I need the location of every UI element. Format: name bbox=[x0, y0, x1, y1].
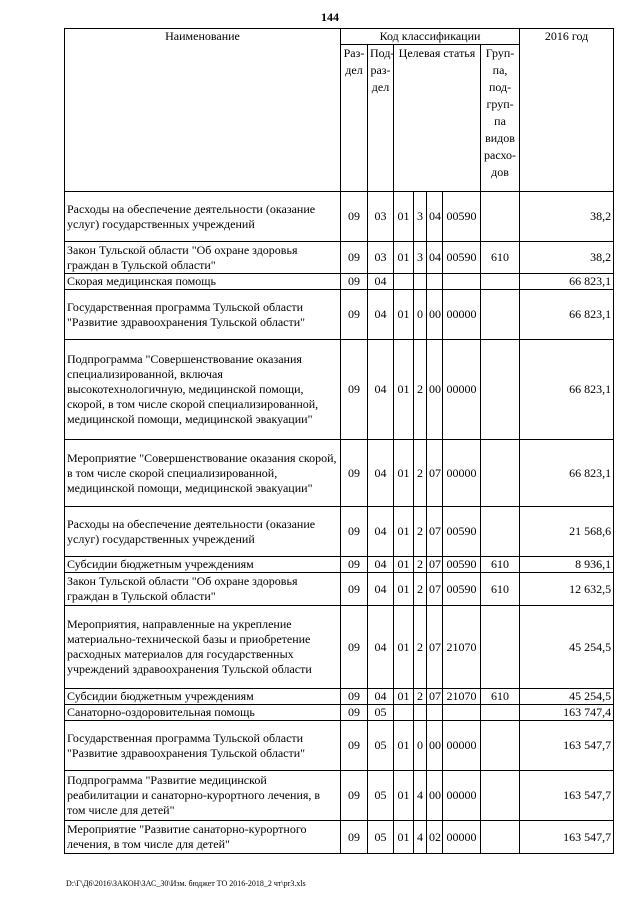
row-target-direction: 00000 bbox=[443, 721, 481, 771]
table-row bbox=[65, 440, 614, 507]
row-target-program: 01 bbox=[394, 771, 414, 821]
row-amount-2016: 38,2 bbox=[520, 192, 614, 242]
row-target-subprogram: 2 bbox=[414, 606, 427, 689]
row-target-subprogram: 2 bbox=[414, 340, 427, 440]
budget-table bbox=[64, 28, 614, 854]
row-amount-2016: 66 823,1 bbox=[520, 274, 614, 290]
table-row bbox=[65, 340, 614, 440]
row-target-subprogram: 3 bbox=[414, 192, 427, 242]
row-target-event: 00 bbox=[427, 340, 443, 440]
header-podrazdel: Под- раз- дел bbox=[368, 45, 394, 192]
row-podrazdel: 04 bbox=[368, 274, 394, 290]
row-target-program: 01 bbox=[394, 507, 414, 557]
row-name: Подпрограмма "Развитие медицинской реабилитации и санаторно-курортного лечения, в том числе для детей" bbox=[65, 771, 341, 821]
row-expense-group bbox=[481, 507, 520, 557]
row-razdel: 09 bbox=[341, 689, 368, 705]
row-razdel: 09 bbox=[341, 771, 368, 821]
header-razdel: Раз- дел bbox=[341, 45, 368, 192]
row-name: Субсидии бюджетным учреждениям bbox=[65, 557, 341, 573]
row-target-direction: 00000 bbox=[443, 821, 481, 854]
row-target-direction: 00590 bbox=[443, 573, 481, 606]
row-target-event: 07 bbox=[427, 507, 443, 557]
header-year: 2016 год bbox=[520, 29, 614, 192]
row-target-program: 01 bbox=[394, 573, 414, 606]
row-target-direction: 00000 bbox=[443, 440, 481, 507]
row-target-event: 00 bbox=[427, 721, 443, 771]
row-name: Санаторно-оздоровительная помощь bbox=[65, 705, 341, 721]
row-target-subprogram: 3 bbox=[414, 242, 427, 274]
header-expense-group: Груп- па, под- груп- па видов расхо- дов bbox=[481, 45, 520, 192]
row-amount-2016: 66 823,1 bbox=[520, 440, 614, 507]
row-target-event: 07 bbox=[427, 440, 443, 507]
table-row bbox=[65, 290, 614, 340]
row-razdel: 09 bbox=[341, 274, 368, 290]
row-target-program: 01 bbox=[394, 242, 414, 274]
row-amount-2016: 163 547,7 bbox=[520, 771, 614, 821]
row-name: Скорая медицинская помощь bbox=[65, 274, 341, 290]
row-target-event bbox=[427, 705, 443, 721]
row-amount-2016: 163 547,7 bbox=[520, 721, 614, 771]
row-amount-2016: 66 823,1 bbox=[520, 340, 614, 440]
row-target-direction bbox=[443, 274, 481, 290]
row-razdel: 09 bbox=[341, 340, 368, 440]
row-razdel: 09 bbox=[341, 440, 368, 507]
row-podrazdel: 04 bbox=[368, 557, 394, 573]
table-row bbox=[65, 557, 614, 573]
row-target-program bbox=[394, 274, 414, 290]
row-target-event: 04 bbox=[427, 242, 443, 274]
row-target-subprogram: 2 bbox=[414, 573, 427, 606]
table-row bbox=[65, 573, 614, 606]
row-target-program: 01 bbox=[394, 192, 414, 242]
row-expense-group bbox=[481, 290, 520, 340]
row-target-event: 07 bbox=[427, 573, 443, 606]
row-razdel: 09 bbox=[341, 557, 368, 573]
row-target-event: 07 bbox=[427, 557, 443, 573]
header-target-article: Целевая статья bbox=[394, 45, 481, 192]
row-amount-2016: 12 632,5 bbox=[520, 573, 614, 606]
row-razdel: 09 bbox=[341, 192, 368, 242]
row-target-subprogram: 2 bbox=[414, 507, 427, 557]
row-target-subprogram: 2 bbox=[414, 440, 427, 507]
table-row bbox=[65, 721, 614, 771]
row-target-subprogram bbox=[414, 705, 427, 721]
row-expense-group bbox=[481, 274, 520, 290]
row-target-event: 04 bbox=[427, 192, 443, 242]
row-name: Расходы на обеспечение деятельности (оказание услуг) государственных учреждений bbox=[65, 192, 341, 242]
row-podrazdel: 04 bbox=[368, 440, 394, 507]
row-target-direction: 00590 bbox=[443, 242, 481, 274]
row-target-direction: 00590 bbox=[443, 192, 481, 242]
row-target-event bbox=[427, 274, 443, 290]
table-row bbox=[65, 242, 614, 274]
table-row bbox=[65, 507, 614, 557]
row-target-program: 01 bbox=[394, 290, 414, 340]
row-target-program: 01 bbox=[394, 821, 414, 854]
row-target-direction: 00590 bbox=[443, 507, 481, 557]
row-target-program: 01 bbox=[394, 689, 414, 705]
row-razdel: 09 bbox=[341, 573, 368, 606]
row-expense-group bbox=[481, 705, 520, 721]
row-name: Мероприятие "Совершенствование оказания скорой, в том числе скорой специализированной, медицинской помощи, медицинской эвакуации" bbox=[65, 440, 341, 507]
row-expense-group: 610 bbox=[481, 689, 520, 705]
row-amount-2016: 21 568,6 bbox=[520, 507, 614, 557]
row-target-event: 07 bbox=[427, 606, 443, 689]
row-target-program bbox=[394, 705, 414, 721]
row-name: Государственная программа Тульской области "Развитие здравоохранения Тульской области" bbox=[65, 721, 341, 771]
row-podrazdel: 04 bbox=[368, 507, 394, 557]
row-target-program: 01 bbox=[394, 557, 414, 573]
row-target-direction: 00000 bbox=[443, 290, 481, 340]
row-podrazdel: 04 bbox=[368, 606, 394, 689]
row-name: Закон Тульской области "Об охране здоровья граждан в Тульской области" bbox=[65, 573, 341, 606]
row-target-event: 02 bbox=[427, 821, 443, 854]
row-target-subprogram: 2 bbox=[414, 557, 427, 573]
row-expense-group bbox=[481, 340, 520, 440]
row-target-event: 00 bbox=[427, 290, 443, 340]
row-expense-group: 610 bbox=[481, 573, 520, 606]
row-podrazdel: 03 bbox=[368, 242, 394, 274]
header-classification: Код классификации bbox=[341, 29, 520, 45]
row-target-subprogram: 0 bbox=[414, 290, 427, 340]
row-razdel: 09 bbox=[341, 705, 368, 721]
row-target-subprogram: 4 bbox=[414, 821, 427, 854]
table-row bbox=[65, 705, 614, 721]
row-target-direction: 00590 bbox=[443, 557, 481, 573]
row-amount-2016: 38,2 bbox=[520, 242, 614, 274]
row-podrazdel: 04 bbox=[368, 573, 394, 606]
table-row bbox=[65, 606, 614, 689]
row-expense-group bbox=[481, 721, 520, 771]
row-amount-2016: 163 547,7 bbox=[520, 821, 614, 854]
header-name: Наименование bbox=[65, 29, 341, 192]
footer-file-path: D:\Г\Д6\2016\ЗАКОН\ЗАС_30\Изм. бюджет ТО 2016-2018_2 чт\pr3.xls bbox=[66, 879, 306, 888]
row-target-program: 01 bbox=[394, 606, 414, 689]
row-name: Государственная программа Тульской области "Развитие здравоохранения Тульской области" bbox=[65, 290, 341, 340]
row-target-subprogram: 0 bbox=[414, 721, 427, 771]
row-amount-2016: 66 823,1 bbox=[520, 290, 614, 340]
row-razdel: 09 bbox=[341, 507, 368, 557]
row-podrazdel: 03 bbox=[368, 192, 394, 242]
row-razdel: 09 bbox=[341, 290, 368, 340]
row-target-direction bbox=[443, 705, 481, 721]
row-expense-group: 610 bbox=[481, 242, 520, 274]
row-razdel: 09 bbox=[341, 606, 368, 689]
row-podrazdel: 05 bbox=[368, 721, 394, 771]
row-amount-2016: 45 254,5 bbox=[520, 689, 614, 705]
row-razdel: 09 bbox=[341, 242, 368, 274]
table-row bbox=[65, 821, 614, 854]
row-name: Расходы на обеспечение деятельности (оказание услуг) государственных учреждений bbox=[65, 507, 341, 557]
row-amount-2016: 45 254,5 bbox=[520, 606, 614, 689]
table-row bbox=[65, 689, 614, 705]
row-podrazdel: 04 bbox=[368, 340, 394, 440]
row-podrazdel: 04 bbox=[368, 689, 394, 705]
table-row bbox=[65, 274, 614, 290]
row-target-subprogram bbox=[414, 274, 427, 290]
row-target-direction: 21070 bbox=[443, 606, 481, 689]
row-podrazdel: 05 bbox=[368, 705, 394, 721]
row-expense-group bbox=[481, 192, 520, 242]
row-target-direction: 00000 bbox=[443, 340, 481, 440]
row-name: Закон Тульской области "Об охране здоровья граждан в Тульской области" bbox=[65, 242, 341, 274]
row-target-event: 07 bbox=[427, 689, 443, 705]
row-name: Субсидии бюджетным учреждениям bbox=[65, 689, 341, 705]
row-expense-group bbox=[481, 771, 520, 821]
row-target-subprogram: 2 bbox=[414, 689, 427, 705]
row-podrazdel: 04 bbox=[368, 290, 394, 340]
row-podrazdel: 05 bbox=[368, 771, 394, 821]
row-target-subprogram: 4 bbox=[414, 771, 427, 821]
row-expense-group bbox=[481, 606, 520, 689]
row-target-event: 00 bbox=[427, 771, 443, 821]
table-row bbox=[65, 192, 614, 242]
table-row bbox=[65, 771, 614, 821]
row-target-direction: 00000 bbox=[443, 771, 481, 821]
row-podrazdel: 05 bbox=[368, 821, 394, 854]
table-body bbox=[65, 192, 614, 854]
row-name: Мероприятия, направленные на укрепление материально-технической базы и приобретение расходных материалов для государственных учреждений здравоохранения Тульской области bbox=[65, 606, 341, 689]
row-target-program: 01 bbox=[394, 340, 414, 440]
row-target-direction: 21070 bbox=[443, 689, 481, 705]
row-name: Подпрограмма "Совершенствование оказания специализированной, включая высокотехнологичную, медицинской помощи, скорой, в том числе скорой специализированной, медицинской помощи, медицинской эвакуации" bbox=[65, 340, 341, 440]
page-number: 144 bbox=[321, 10, 339, 24]
row-target-program: 01 bbox=[394, 721, 414, 771]
row-amount-2016: 8 936,1 bbox=[520, 557, 614, 573]
row-expense-group bbox=[481, 440, 520, 507]
row-name: Мероприятие "Развитие санаторно-курортного лечения, в том числе для детей" bbox=[65, 821, 341, 854]
row-expense-group: 610 bbox=[481, 557, 520, 573]
row-expense-group bbox=[481, 821, 520, 854]
row-amount-2016: 163 747,4 bbox=[520, 705, 614, 721]
row-razdel: 09 bbox=[341, 721, 368, 771]
row-target-program: 01 bbox=[394, 440, 414, 507]
row-razdel: 09 bbox=[341, 821, 368, 854]
